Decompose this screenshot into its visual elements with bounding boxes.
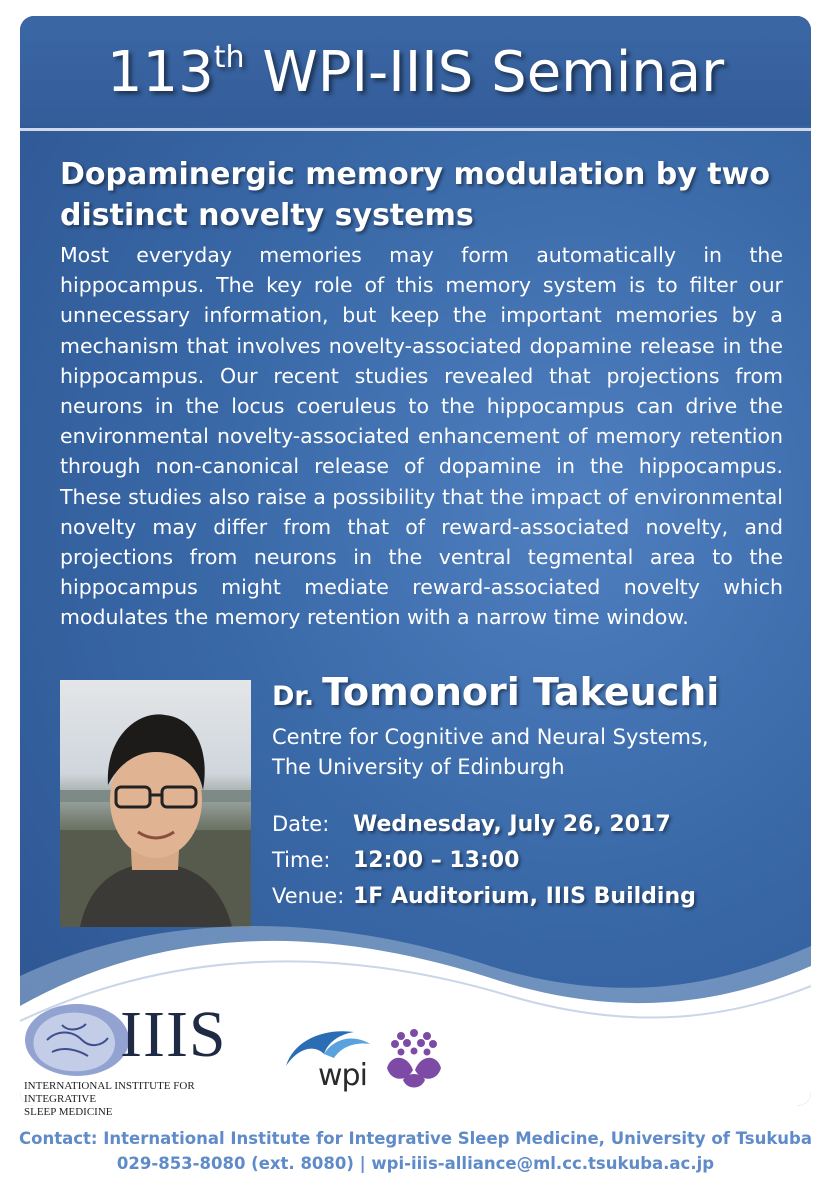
iiis-full-name xyxy=(24,1080,269,1119)
wpi-wordmark: wpi xyxy=(318,1058,367,1093)
event-details xyxy=(272,812,696,920)
affiliation-line1: Centre for Cognitive and Neural Systems, xyxy=(272,725,709,749)
time-row xyxy=(272,848,696,884)
contact-line2: 029-853-8080 (ext. 8080) | wpi-iiis-alliance@ml.cc.tsukuba.ac.jp xyxy=(116,1154,715,1173)
speaker-fullname: Tomonori Takeuchi xyxy=(322,670,720,714)
seminar-ordinal: th xyxy=(213,40,245,75)
date-row xyxy=(272,812,696,848)
speaker-name xyxy=(272,670,719,714)
date-value: Wednesday, July 26, 2017 xyxy=(353,812,671,837)
wave-decoration xyxy=(20,16,811,1106)
speaker-affiliation xyxy=(272,722,709,782)
iiis-name-line1: INTERNATIONAL INSTITUTE FOR INTEGRATIVE xyxy=(24,1080,195,1105)
speaker-prefix: Dr. xyxy=(272,681,315,712)
time-value: 12:00 – 13:00 xyxy=(353,848,520,873)
iiis-name-line2: SLEEP MEDICINE xyxy=(24,1106,113,1118)
poster-card xyxy=(20,16,811,1106)
iiis-brain-logo-icon xyxy=(22,1000,132,1080)
tsukuba-paulownia-crest-icon xyxy=(383,1028,445,1092)
seminar-number: 113 xyxy=(106,40,214,105)
time-label: Time: xyxy=(272,848,331,872)
talk-title-line1: Dopaminergic memory modulation by two xyxy=(60,157,770,192)
date-label: Date: xyxy=(272,812,330,836)
iiis-wordmark: IIIS xyxy=(120,998,227,1071)
contact-line1: Contact: International Institute for Integrative Sleep Medicine, University of Tsukuba xyxy=(19,1129,812,1148)
venue-value: 1F Auditorium, IIIS Building xyxy=(353,884,696,909)
affiliation-line2: The University of Edinburgh xyxy=(272,755,565,779)
seminar-series: WPI-IIIS Seminar xyxy=(262,40,725,105)
venue-row xyxy=(272,884,696,920)
venue-label: Venue: xyxy=(272,884,345,908)
contact-info xyxy=(0,1126,831,1176)
abstract: Most everyday memories may form automatically in the hippocampus. The key role of this memory system is to filter our unnecessary information, but keep the important memories by a mechanism that involves novelty-associated dopamine release in the hippocampus. Our recent studies revealed that projections from neurons in the locus coeruleus to the hippocampus can drive the environmental novelty-associated enhancement of memory retention through non-canonical release of dopamine in the hippocampus. These studies also raise a possibility that the impact of environmental novelty may differ from that of reward-associated novelty, and projections from neurons in the ventral tegmental area to the hippocampus might mediate reward-associated novelty which modulates the memory retention with a narrow time window. xyxy=(60,243,783,630)
talk-title-line2: distinct novelty systems xyxy=(60,198,474,233)
